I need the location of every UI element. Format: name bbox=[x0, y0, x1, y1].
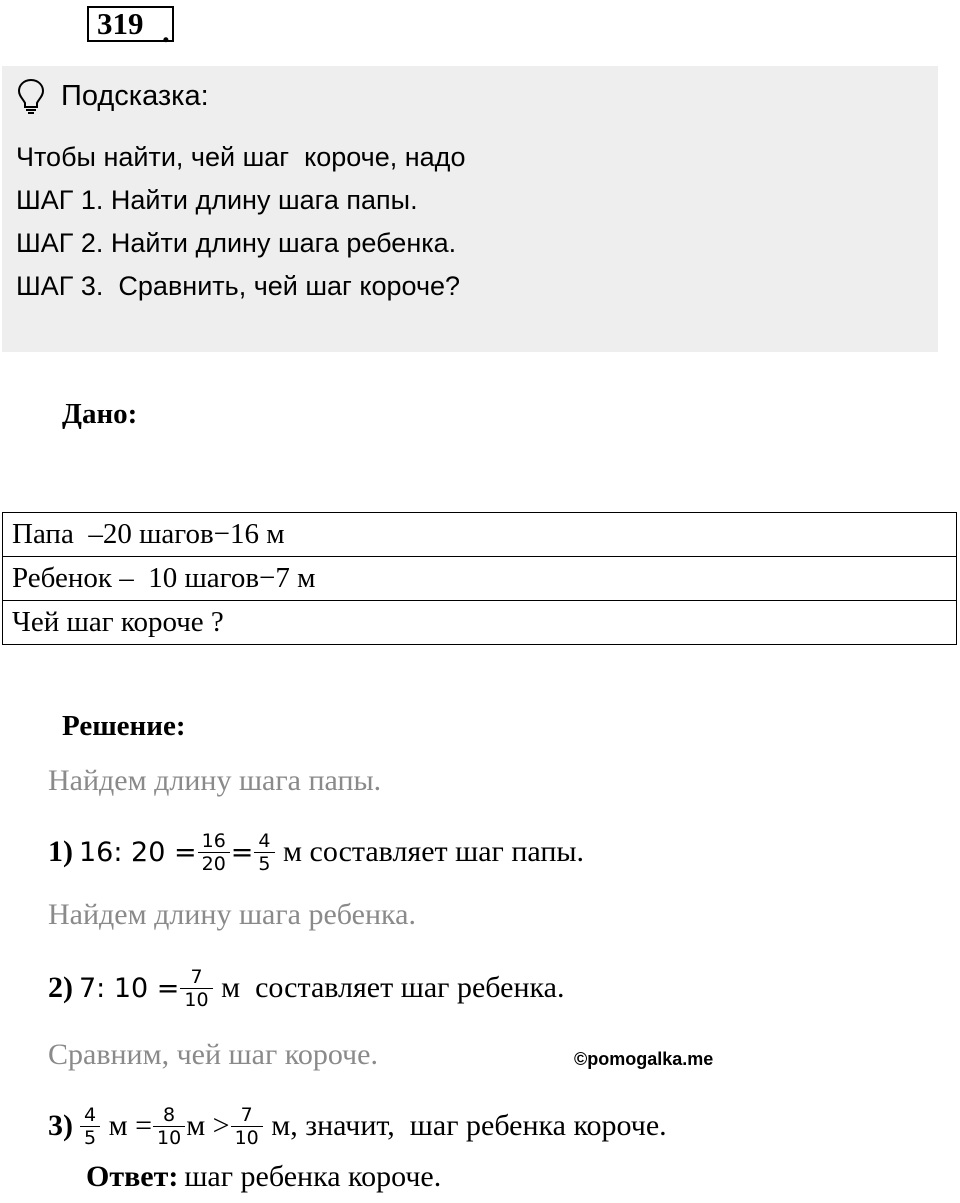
fraction bbox=[155, 1104, 183, 1149]
step-text: м = bbox=[101, 1109, 152, 1142]
step-text: м составляет шаг ребенка. bbox=[213, 971, 565, 1004]
given-table bbox=[2, 512, 957, 645]
task-number-dot: . bbox=[162, 14, 170, 49]
denominator: 5 bbox=[258, 852, 271, 875]
numerator: 4 bbox=[258, 829, 271, 852]
math-expression: 16: 20 = bbox=[79, 836, 197, 868]
hint-step-3 bbox=[16, 271, 460, 302]
hint-step-text: Найти длину шага папы. bbox=[103, 185, 418, 215]
fraction bbox=[82, 1104, 98, 1149]
denominator: 5 bbox=[84, 1126, 97, 1149]
find-father-step: Найдем длину шага папы. bbox=[48, 764, 382, 797]
fraction bbox=[182, 966, 210, 1011]
answer-line bbox=[86, 1160, 441, 1194]
hint-step-text: Сравнить, чей шаг короче? bbox=[103, 271, 461, 301]
hint-step-text: Найти длину шага ребенка. bbox=[103, 228, 457, 258]
compare-step: Сравним, чей шаг короче. bbox=[48, 1038, 378, 1071]
numerator: 8 bbox=[163, 1103, 176, 1126]
hint-step-2 bbox=[16, 228, 456, 259]
hint-step-label: ШАГ 1. bbox=[16, 185, 104, 215]
table-row bbox=[3, 601, 957, 645]
find-child-step: Найдем длину шага ребенка. bbox=[48, 898, 416, 931]
step-text: м составляет шаг папы. bbox=[275, 835, 585, 868]
numerator: 7 bbox=[240, 1103, 253, 1126]
lightbulb-icon bbox=[17, 78, 45, 114]
table-row bbox=[3, 557, 957, 601]
answer-text: шаг ребенка короче. bbox=[184, 1160, 442, 1193]
fraction bbox=[256, 830, 272, 875]
denominator: 20 bbox=[201, 852, 226, 875]
denominator: 10 bbox=[184, 988, 209, 1011]
step-text: м, значит, шаг ребенка короче. bbox=[263, 1109, 667, 1142]
step-3-line bbox=[48, 1096, 667, 1156]
hint-title bbox=[17, 78, 209, 114]
math-expression: 7: 10 = bbox=[79, 972, 180, 1004]
hint-intro: Чтобы найти, чей шаг короче, надо bbox=[16, 142, 466, 172]
numerator: 7 bbox=[190, 965, 203, 988]
hint-title-text: Подсказка: bbox=[61, 79, 209, 112]
denominator: 10 bbox=[157, 1126, 182, 1149]
table-cell: Ребенок – 10 шагов−7 м bbox=[3, 557, 957, 601]
fraction bbox=[233, 1104, 261, 1149]
hint-step-label: ШАГ 3. bbox=[16, 271, 104, 301]
step-2-line bbox=[48, 958, 564, 1018]
hint-box bbox=[2, 66, 938, 352]
step-number: 2) bbox=[48, 971, 73, 1004]
given-heading: Дано: bbox=[62, 398, 138, 430]
task-number: 319 bbox=[87, 6, 174, 42]
solution-heading: Решение: bbox=[62, 710, 186, 742]
numerator: 4 bbox=[84, 1103, 97, 1126]
table-row bbox=[3, 513, 957, 557]
table-cell: Чей шаг короче ? bbox=[3, 601, 957, 645]
step-1-line bbox=[48, 822, 584, 882]
watermark: ©pomogalka.me bbox=[574, 1049, 714, 1069]
hint-step-1 bbox=[16, 185, 418, 216]
equals-sign: = bbox=[230, 836, 254, 868]
denominator: 10 bbox=[234, 1126, 259, 1149]
answer-label: Ответ: bbox=[86, 1160, 179, 1193]
numerator: 16 bbox=[201, 829, 226, 852]
hint-step-label: ШАГ 2. bbox=[16, 228, 104, 258]
fraction bbox=[200, 830, 228, 875]
step-text: м > bbox=[186, 1109, 230, 1142]
table-cell: Папа –20 шагов−16 м bbox=[3, 513, 957, 557]
step-number: 1) bbox=[48, 835, 73, 868]
step-number: 3) bbox=[48, 1109, 73, 1142]
